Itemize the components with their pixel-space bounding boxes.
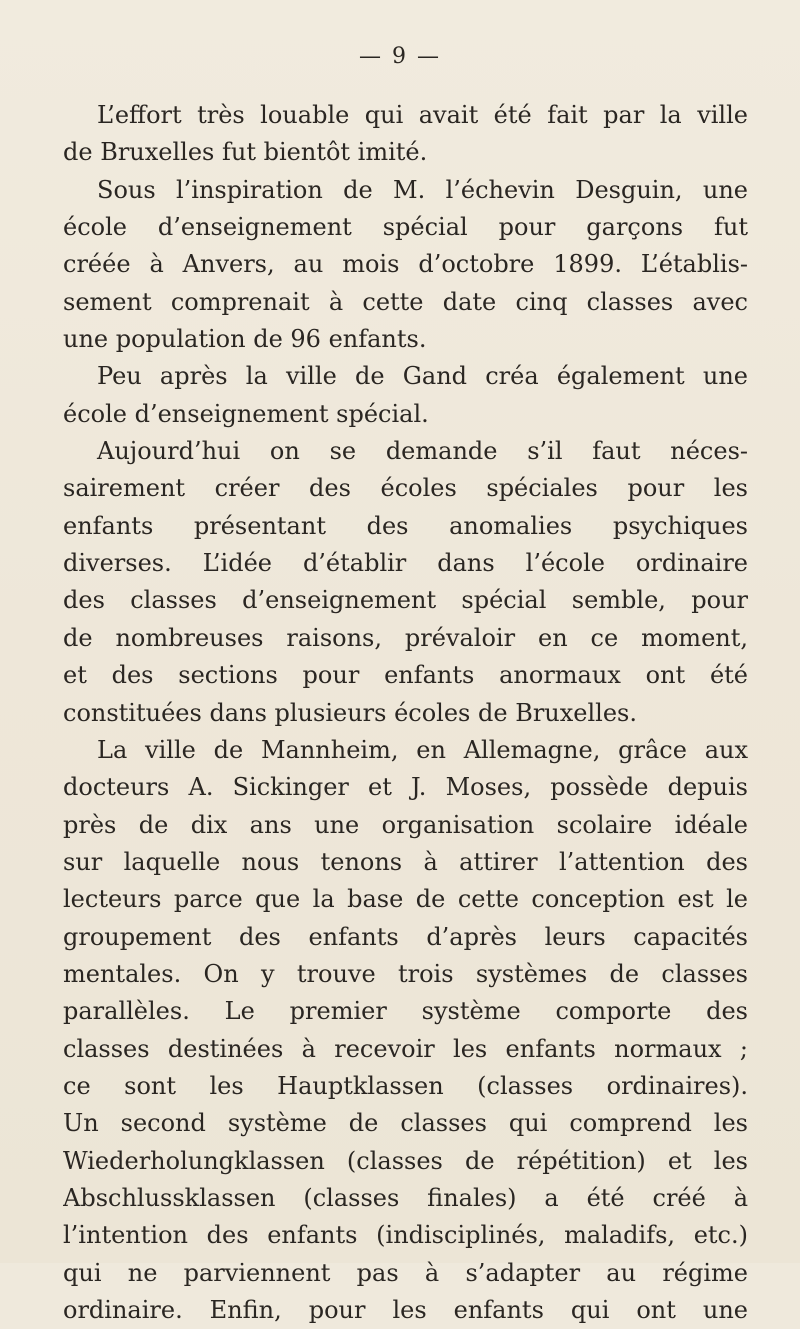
text-line: sement comprenait à cette date cinq classes avec (63, 287, 748, 316)
text-line: sur laquelle nous tenons à attirer l’attention des (63, 847, 748, 876)
text-line: Peu après la ville de Gand créa également une (97, 362, 748, 391)
text-line: l’intention des enfants (indisciplinés, maladifs, etc.) (63, 1221, 748, 1250)
text-line: Abschlussklassen (classes finales) a été créé à (63, 1183, 748, 1212)
text-line: Sous l’inspiration de M. l’échevin Desguin, une (97, 175, 748, 204)
text-line: une population de 96 enfants. (63, 325, 427, 354)
text-line: lecteurs parce que la base de cette conception est le (63, 885, 748, 914)
text-line: sairement créer des écoles spéciales pour les (63, 474, 748, 503)
body-text (63, 97, 748, 1329)
text-line: Aujourd’hui on se demande s’il faut néces- (97, 437, 748, 466)
text-line: L’effort très louable qui avait été fait par la ville (97, 101, 748, 129)
text-line: docteurs A. Sickinger et J. Moses, possède depuis (63, 773, 748, 802)
text-line: classes destinées à recevoir les enfants normaux ; (63, 1034, 748, 1063)
text-line: mentales. On y trouve trois systèmes de classes (63, 959, 748, 988)
text-line: ce sont les Hauptklassen (classes ordinaires). (63, 1071, 748, 1100)
text-line: de nombreuses raisons, prévaloir en ce moment, (63, 623, 748, 652)
text-line: école d’enseignement spécial. (63, 399, 429, 428)
text-line: enfants présentant des anomalies psychiques (63, 511, 748, 540)
text-line: constituées dans plusieurs écoles de Bruxelles. (63, 698, 637, 727)
text-line: diverses. L’idée d’établir dans l’école ordinaire (63, 549, 748, 578)
text-line: La ville de Mannheim, en Allemagne, grâce aux (97, 735, 748, 764)
text-line: Un second système de classes qui comprend les (63, 1109, 748, 1138)
text-line: créée à Anvers, au mois d’octobre 1899. L’établis- (63, 250, 748, 279)
text-line: de Bruxelles fut bientôt imité. (63, 138, 428, 167)
text-line: qui ne parviennent pas à s’adapter au régime (63, 1258, 748, 1287)
text-line: Wiederholungklassen (classes de répétition) et les (63, 1146, 748, 1175)
text-line: près de dix ans une organisation scolaire idéale (63, 810, 748, 839)
page-number: — 9 — (359, 44, 441, 69)
text-line: des classes d’enseignement spécial semble, pour (63, 586, 748, 615)
text-line: école d’enseignement spécial pour garçons fut (63, 213, 748, 242)
text-line: parallèles. Le premier système comporte des (63, 997, 748, 1026)
text-line: et des sections pour enfants anormaux ont été (63, 661, 748, 690)
text-line: groupement des enfants d’après leurs capacités (63, 922, 748, 951)
text-line: ordinaire. Enfin, pour les enfants qui ont une (63, 1296, 748, 1324)
